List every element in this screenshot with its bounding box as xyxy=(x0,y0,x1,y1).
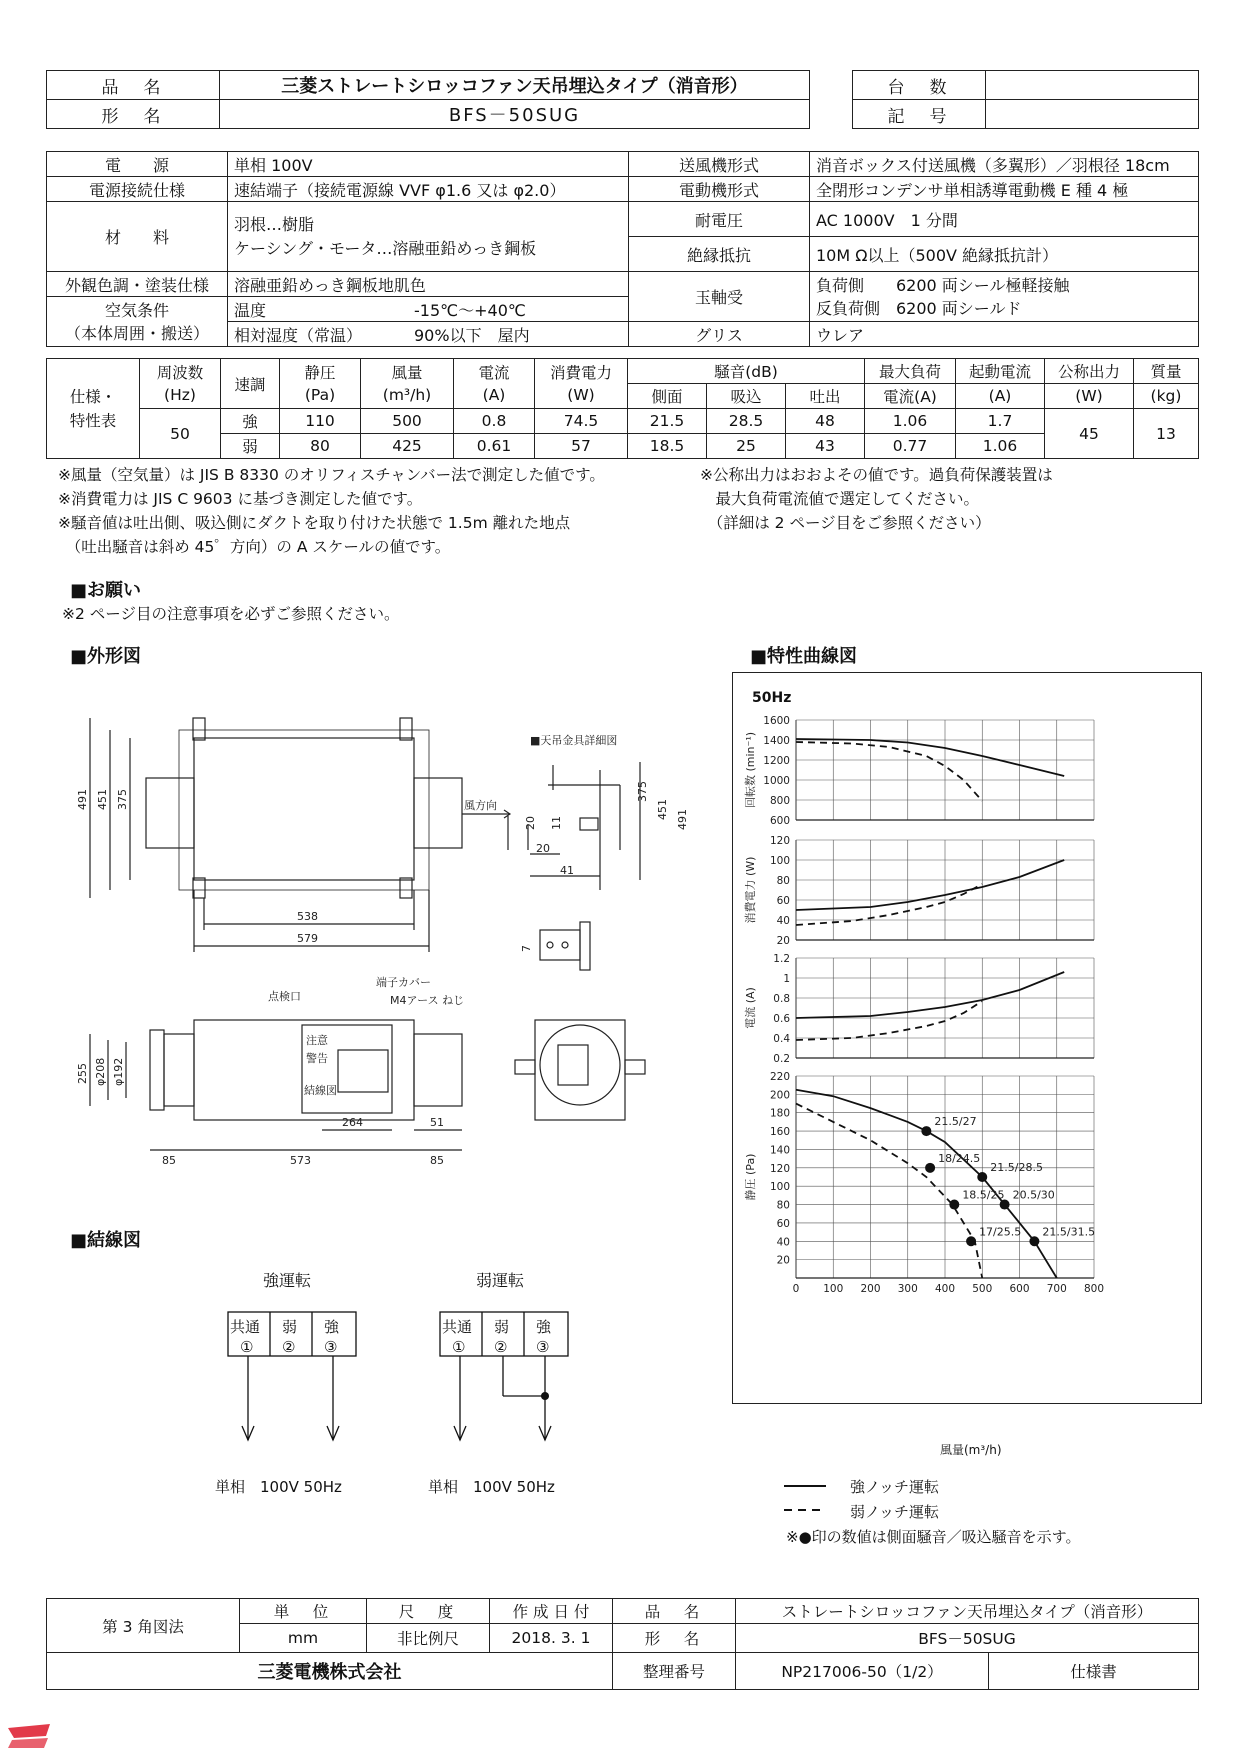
withstand-label: 耐電圧 xyxy=(629,202,810,237)
footer-hinmei-label: 品 名 xyxy=(613,1599,736,1624)
label-chuui: 注意 xyxy=(306,1034,328,1047)
y-tick-label: 40 xyxy=(776,1236,790,1249)
label-kessen: 結線図 xyxy=(304,1084,337,1097)
noise-point-label: 21.5/27 xyxy=(934,1115,977,1129)
y-tick-label: 100 xyxy=(769,855,790,867)
y-tick-label: 220 xyxy=(769,1071,790,1083)
footer-projection: 第 3 角図法 xyxy=(47,1599,240,1653)
x-tick-label: 500 xyxy=(972,1283,993,1295)
dim-538: 538 xyxy=(297,910,318,923)
dim-d451: 451 xyxy=(656,799,669,820)
y-tick-label: 1.2 xyxy=(773,953,790,965)
terminal-weak: 弱 xyxy=(282,1318,298,1336)
power-value: 単相 100V xyxy=(228,152,629,177)
dim-491: 491 xyxy=(76,789,89,810)
supply-weak: 単相 100V 50Hz xyxy=(428,1478,555,1496)
dim-d491: 491 xyxy=(676,809,689,830)
temp-cell xyxy=(228,297,629,322)
perf-h-freq xyxy=(140,359,221,409)
bearing-label: 玉軸受 xyxy=(629,272,810,322)
perf-rated: 45 xyxy=(1045,409,1134,459)
noise-point-label: 18.5/25 xyxy=(962,1188,1005,1202)
noise-point xyxy=(966,1236,976,1246)
insulation-value: 10M Ω以上（500V 絶縁抵抗計） xyxy=(810,237,1199,272)
label-keikoku: 警告 xyxy=(306,1052,328,1065)
y-tick-label: 120 xyxy=(769,835,790,847)
footer-seiri-label: 整理番号 xyxy=(613,1653,736,1690)
perf-h-flow xyxy=(361,359,454,409)
series-weak-line xyxy=(796,1001,982,1040)
product-name: 三菱ストレートシロッコファン天吊埋込タイプ（消音形） xyxy=(220,71,810,100)
supply-strong: 単相 100V 50Hz xyxy=(215,1478,342,1496)
y-tick-label: 120 xyxy=(769,1162,790,1175)
y-tick-label: 20 xyxy=(776,1254,790,1267)
terminal-num3: ③ xyxy=(324,1338,338,1356)
perf-h-flow-text: 風量 xyxy=(391,363,423,382)
header-table xyxy=(46,70,810,129)
footer-doc-type: 仕様書 xyxy=(989,1653,1199,1690)
y-tick-label: 0.6 xyxy=(773,1013,790,1025)
x-tick-label: 300 xyxy=(897,1283,918,1295)
bearing-value xyxy=(810,272,1199,322)
perf-h-mass: 質量 xyxy=(1134,359,1199,384)
dim-85a: 85 xyxy=(162,1154,176,1167)
daisu-value xyxy=(986,71,1199,100)
request-text: ※2 ページ目の注意事項を必ずご参照ください。 xyxy=(62,605,400,623)
dim-451: 451 xyxy=(96,789,109,810)
notes-right: ※公称出力はおおよその値です。過負荷保護装置は 最大負荷電流値で選定してください。 （詳細は 2 ページ目をご参照ください） xyxy=(700,466,1053,532)
dim-573: 573 xyxy=(290,1154,311,1167)
perf-cell: 強 xyxy=(221,409,280,434)
wiring-diagram xyxy=(200,1300,600,1460)
perf-h-maxload: 最大負荷 xyxy=(865,359,956,384)
dim-579: 579 xyxy=(297,932,318,945)
y-axis-label: 回転数 (min⁻¹) xyxy=(744,731,757,809)
dim-d20b: 20 xyxy=(536,842,550,855)
perf-cell: 18.5 xyxy=(628,434,707,459)
outline-drawing xyxy=(60,690,720,1210)
noise-point xyxy=(977,1172,987,1182)
footer-scale-value: 非比例尺 xyxy=(367,1624,490,1653)
chart-xlabel: 風量(m³/h) xyxy=(940,1443,1002,1457)
body-bottom-view xyxy=(194,1020,414,1120)
terminal-num3: ③ xyxy=(536,1338,550,1356)
perf-mass: 13 xyxy=(1134,409,1199,459)
motor-label: 電動機形式 xyxy=(629,177,810,202)
perf-h-power-unit: (W) xyxy=(567,385,595,404)
air-label-line2: （本体周囲・搬送） xyxy=(64,323,209,343)
wiring-strong-title: 強運転 xyxy=(263,1271,312,1290)
terminal-strong: 強 xyxy=(536,1318,552,1336)
count-table xyxy=(852,70,1199,129)
y-axis-label: 電流 (A) xyxy=(744,987,757,1029)
body-top-view xyxy=(194,738,414,880)
dim-208: φ208 xyxy=(94,1057,107,1086)
grease-label: グリス xyxy=(629,322,810,347)
perf-cell: 0.61 xyxy=(454,434,535,459)
material-value xyxy=(228,202,629,272)
earth-screw-label: M4アース ねじ xyxy=(390,994,465,1007)
perf-side-line2: 特性表 xyxy=(69,411,117,430)
perf-h-current-text: 電流 xyxy=(478,363,510,382)
y-tick-label: 200 xyxy=(769,1089,790,1102)
footer-katamei-label: 形 名 xyxy=(613,1624,736,1653)
noise-point-label: 17/25.5 xyxy=(979,1225,1022,1239)
y-tick-label: 1400 xyxy=(763,735,790,747)
perf-h-freq-text: 周波数 xyxy=(156,363,204,382)
terminal-weak: 弱 xyxy=(494,1318,510,1336)
dim-264: 264 xyxy=(342,1116,363,1129)
perf-cell: 110 xyxy=(280,409,361,434)
inlet-duct xyxy=(146,778,194,848)
tenken-label: 点検口 xyxy=(268,990,301,1003)
perf-cell: 1.7 xyxy=(956,409,1045,434)
withstand-value: AC 1000V 1 分間 xyxy=(810,202,1199,237)
kigo-value xyxy=(986,100,1199,129)
y-tick-label: 40 xyxy=(776,915,790,927)
fan-type-value: 消音ボックス付送風機（多翼形）／羽根径 18cm xyxy=(810,152,1199,177)
fan-type-label: 送風機形式 xyxy=(629,152,810,177)
perf-h-rated: 公称出力 xyxy=(1045,359,1134,384)
y-tick-label: 60 xyxy=(776,895,790,907)
spec-table xyxy=(46,151,1199,347)
perf-h-speed: 速調 xyxy=(221,359,280,409)
noise-point-label: 18/24.5 xyxy=(938,1151,981,1165)
grease-value: ウレア xyxy=(810,322,1199,347)
dim-375: 375 xyxy=(116,789,129,810)
x-tick-label: 800 xyxy=(1083,1283,1105,1295)
hinmei-label: 品 名 xyxy=(47,71,220,100)
series-strong-line xyxy=(796,1090,1057,1278)
perf-cell: 25 xyxy=(707,434,786,459)
notes-left: ※風量（空気量）は JIS B 8330 のオリフィスチャンバー法で測定した値です。 ※消費電力は JIS C 9603 に基づき測定した値です。 ※騒音値は吐出側、吸込側にダクトを取り付けた状態で 1.5m 離れた地点 （吐出騒音は斜め 45゜方向）の A スケールの値です。 xyxy=(58,466,605,556)
y-tick-label: 1000 xyxy=(763,775,790,787)
footer-product-name: ストレートシロッコファン天吊埋込タイプ（消音形） xyxy=(736,1599,1199,1624)
y-tick-label: 0.4 xyxy=(773,1033,790,1045)
footer-scale-label: 尺 度 xyxy=(367,1599,490,1624)
perf-h-noise-side: 側面 xyxy=(628,384,707,409)
power-label: 電 源 xyxy=(47,152,228,177)
perf-cell: 0.77 xyxy=(865,434,956,459)
noise-point xyxy=(925,1163,935,1173)
noise-point xyxy=(1029,1236,1039,1246)
material-label: 材 料 xyxy=(47,202,228,272)
perf-cell: 0.8 xyxy=(454,409,535,434)
footer-model: BFS－50SUG xyxy=(736,1624,1199,1653)
terminal-cover xyxy=(338,1050,388,1092)
x-tick-label: 600 xyxy=(1009,1283,1030,1295)
insulation-label: 絶縁抵抗 xyxy=(629,237,810,272)
y-tick-label: 80 xyxy=(776,875,790,887)
y-tick-label: 160 xyxy=(769,1126,790,1139)
x-tick-label: 100 xyxy=(823,1283,844,1295)
x-tick-label: 200 xyxy=(860,1283,881,1295)
perf-side-line1: 仕様・ xyxy=(69,387,117,406)
hum-value: 90%以下 屋内 xyxy=(414,325,530,345)
katamei-label: 形 名 xyxy=(47,100,220,129)
footer-unit-value: mm xyxy=(240,1624,367,1653)
request-title: ■お願い xyxy=(70,580,142,601)
color-label: 外観色調・塗装仕様 xyxy=(47,272,228,297)
y-tick-label: 80 xyxy=(776,1199,790,1212)
bearing-line1: 負荷側 6200 両シール極軽接触 xyxy=(816,275,1070,295)
footer-table xyxy=(46,1598,1199,1690)
color-value: 溶融亜鉛めっき鋼板地肌色 xyxy=(228,272,629,297)
temp-label: 温度 xyxy=(234,300,267,320)
terminal-common: 共通 xyxy=(230,1318,261,1336)
perf-h-power xyxy=(535,359,628,409)
perf-h-noise-outlet: 吐出 xyxy=(786,384,865,409)
footer-company: 三菱電機株式会社 xyxy=(47,1653,613,1690)
perf-h-start-unit: (A) xyxy=(956,384,1045,409)
dim-d375: 375 xyxy=(636,781,649,802)
chart-title: ■特性曲線図 xyxy=(750,646,858,667)
perf-h-pressure-text: 静圧 xyxy=(304,363,336,382)
legend-note: ※●印の数値は側面騒音／吸込騒音を示す。 xyxy=(786,1528,1081,1546)
dim-255: 255 xyxy=(76,1063,89,1084)
bearing-line2: 反負荷側 6200 両シールド xyxy=(816,298,1022,318)
perf-h-mass-unit: (kg) xyxy=(1134,384,1199,409)
footer-unit-label: 単 位 xyxy=(240,1599,367,1624)
y-axis-label: 消費電力 (W) xyxy=(744,856,757,924)
perf-cell: 57 xyxy=(535,434,628,459)
outlet-duct xyxy=(414,778,462,848)
y-tick-label: 60 xyxy=(776,1217,790,1230)
air-label-line1: 空気条件 xyxy=(104,300,169,320)
y-tick-label: 140 xyxy=(769,1144,790,1157)
wiring-weak-title: 弱運転 xyxy=(476,1271,525,1290)
series-strong-line xyxy=(796,860,1064,910)
perf-h-maxload-unit: 電流(A) xyxy=(865,384,956,409)
characteristic-chart xyxy=(732,710,1200,1310)
air-label xyxy=(47,297,228,347)
perf-h-current-unit: (A) xyxy=(482,385,506,404)
footer-date-label: 作 成 日 付 xyxy=(490,1599,613,1624)
hum-label: 相対湿度（常温） xyxy=(234,325,363,345)
perf-h-flow-unit: (m³/h) xyxy=(382,385,432,404)
legend-strong: 強ノッチ運転 xyxy=(850,1478,939,1496)
detail-title: ■天吊金具詳細図 xyxy=(530,734,618,747)
daisu-label: 台 数 xyxy=(853,71,986,100)
perf-table xyxy=(46,358,1199,459)
model-name: BFS－50SUG xyxy=(220,100,810,129)
perf-cell: 28.5 xyxy=(707,409,786,434)
y-axis-label: 静圧 (Pa) xyxy=(744,1153,757,1201)
wind-direction-label: 風方向 xyxy=(464,799,497,812)
terminal-num1: ① xyxy=(452,1338,466,1356)
terminal-cover-label: 端子カバー xyxy=(376,976,431,989)
x-tick-label: 700 xyxy=(1046,1283,1067,1295)
dim-d7: 7 xyxy=(520,945,533,952)
y-tick-label: 800 xyxy=(769,795,790,807)
dim-51: 51 xyxy=(430,1116,444,1129)
terminal-strong: 強 xyxy=(324,1318,340,1336)
perf-cell: 80 xyxy=(280,434,361,459)
perf-h-current xyxy=(454,359,535,409)
series-strong-line xyxy=(796,972,1064,1018)
dim-d11: 11 xyxy=(550,816,563,830)
x-tick-label: 0 xyxy=(792,1283,800,1295)
perf-cell: 1.06 xyxy=(956,434,1045,459)
noise-point xyxy=(949,1200,959,1210)
perf-cell: 43 xyxy=(786,434,865,459)
dim-85b: 85 xyxy=(430,1154,444,1167)
dim-192: φ192 xyxy=(112,1057,125,1086)
footer-date-value: 2018. 3. 1 xyxy=(490,1624,613,1653)
perf-cell: 弱 xyxy=(221,434,280,459)
legend-weak: 弱ノッチ運転 xyxy=(850,1503,939,1521)
material-line1: 羽根…樹脂 xyxy=(234,214,315,234)
motor-value: 全閉形コンデンサ単相誘導電動機 E 種 4 極 xyxy=(810,177,1199,202)
perf-cell: 500 xyxy=(361,409,454,434)
temp-value: -15℃～+40℃ xyxy=(414,300,526,320)
fan-housing xyxy=(540,1025,620,1105)
noise-point-label: 20.5/30 xyxy=(1012,1188,1055,1202)
perf-side-label xyxy=(47,359,140,459)
noise-point xyxy=(921,1126,931,1136)
terminal-num2: ② xyxy=(282,1338,296,1356)
perf-freq: 50 xyxy=(140,409,221,459)
x-tick-label: 400 xyxy=(934,1283,956,1295)
perf-cell: 48 xyxy=(786,409,865,434)
terminal-num1: ① xyxy=(240,1338,254,1356)
y-tick-label: 1 xyxy=(783,973,790,985)
perf-h-rated-unit: (W) xyxy=(1045,384,1134,409)
footer-seiri-value: NP217006-50（1/2） xyxy=(736,1653,989,1690)
material-line2: ケーシング・モータ…溶融亜鉛めっき鋼板 xyxy=(234,238,537,258)
perf-cell: 21.5 xyxy=(628,409,707,434)
chart-freq-label: 50Hz xyxy=(752,690,792,706)
y-tick-label: 1600 xyxy=(763,715,790,727)
noise-point-label: 21.5/28.5 xyxy=(990,1161,1043,1174)
noise-point-label: 21.5/31.5 xyxy=(1042,1225,1096,1239)
perf-row-strong xyxy=(47,409,1199,434)
y-tick-label: 600 xyxy=(769,815,790,827)
brand-logo-icon xyxy=(4,1722,56,1750)
perf-cell: 425 xyxy=(361,434,454,459)
conn-label: 電源接続仕様 xyxy=(47,177,228,202)
perf-cell: 1.06 xyxy=(865,409,956,434)
dim-d41: 41 xyxy=(560,864,574,877)
perf-cell: 74.5 xyxy=(535,409,628,434)
y-tick-label: 0.2 xyxy=(773,1053,790,1065)
perf-h-pressure xyxy=(280,359,361,409)
y-tick-label: 20 xyxy=(776,935,790,947)
hum-cell xyxy=(228,322,629,347)
series-weak-line xyxy=(796,1104,982,1278)
kigo-label: 記 号 xyxy=(853,100,986,129)
legend-lines xyxy=(780,1478,840,1518)
perf-h-noise: 騒音(dB) xyxy=(628,359,865,384)
y-tick-label: 180 xyxy=(769,1107,790,1120)
terminal-common: 共通 xyxy=(442,1318,473,1336)
wiring-title: ■結線図 xyxy=(70,1230,142,1251)
y-tick-label: 1200 xyxy=(763,755,790,767)
perf-h-start: 起動電流 xyxy=(956,359,1045,384)
y-tick-label: 0.8 xyxy=(773,993,790,1005)
perf-h-pressure-unit: (Pa) xyxy=(304,385,336,404)
perf-h-noise-suction: 吸込 xyxy=(707,384,786,409)
conn-value: 速結端子（接続電源線 VVF φ1.6 又は φ2.0） xyxy=(228,177,629,202)
perf-h-power-text: 消費電力 xyxy=(549,363,612,382)
y-tick-label: 100 xyxy=(769,1181,790,1194)
perf-h-freq-unit: (Hz) xyxy=(164,385,196,404)
terminal-num2: ② xyxy=(494,1338,508,1356)
outline-title: ■外形図 xyxy=(70,646,142,667)
dim-d20a: 20 xyxy=(524,816,537,830)
